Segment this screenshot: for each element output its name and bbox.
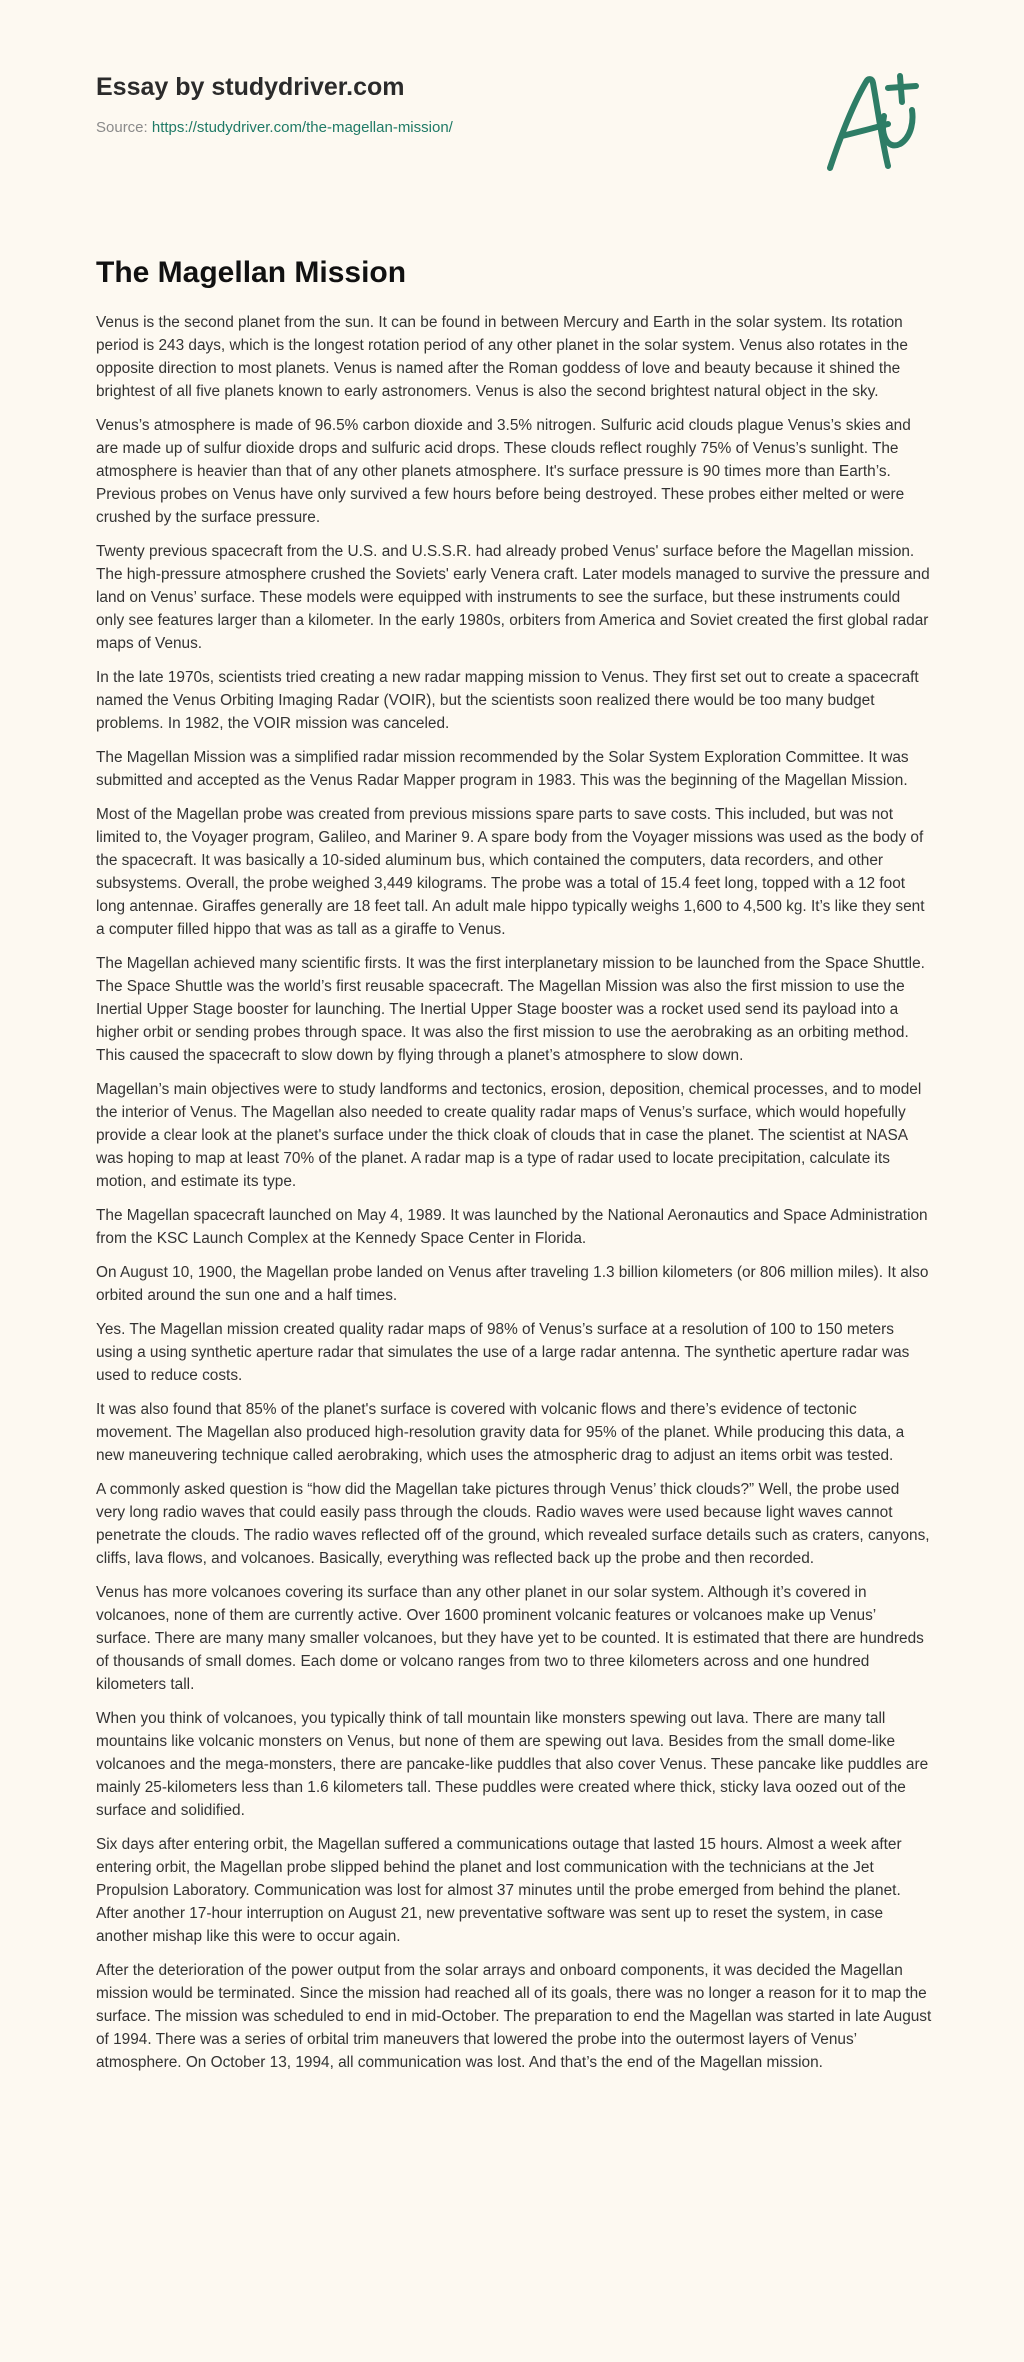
paragraph: Venus has more volcanoes covering its surface than any other planet in our solar system. Although it’s covered in volcanoes, none of them are currently active. Over 1600 prominent volcanic features or volcanoes make up Venus’ surface. There are many many smaller volcanoes, but they have yet to be counted. It is estimated that there are hundreds of thousands of small domes. Each dome or volcano ranges from two to three kilometers across and one hundred kilometers tall. bbox=[96, 1584, 924, 1693]
paragraph: When you think of volcanoes, you typically think of tall mountain like monsters spewing out lava. There are many tall mountains like volcanic monsters on Venus, but none of them are spewing out lava. Besides from the small dome-like volcanoes and the mega-monsters, there are pancake-like puddles that also cover Venus. These pancake like puddles are mainly 25-kilometers less than 1.6 kilometers tall. These puddles were created where thick, sticky lava oozed out of the surface and solidified. bbox=[96, 1710, 929, 1819]
essay-title: The Magellan Mission bbox=[96, 256, 407, 289]
paragraph: Most of the Magellan probe was created from previous missions spare parts to save costs. This included, but was not limited to, the Voyager program, Galileo, and Mariner 9. A spare body from the Voyager missions was used as the body of the spacecraft. It was basically a 10-sided aluminum bus, which contained the computers, data recorders, and other subsystems. Overall, the probe weighed 3,449 kilograms. The probe was a total of 15.4 feet long, topped with a 12 foot long antennae. Giraffes generally are 18 feet tall. An adult male hippo typically weighs 1,600 to 4,500 kg. It’s like they sent a computer filled hippo that was as tall as a giraffe to Venus. bbox=[96, 806, 925, 938]
paragraph: Yes. The Magellan mission created quality radar maps of 98% of Venus’s surface at a resolution of 100 to 150 meters using a using synthetic aperture radar that simulates the use of a large radar antenna. The synthetic aperture radar was used to reduce costs. bbox=[96, 1321, 910, 1384]
paragraph: Venus is the second planet from the sun. It can be found in between Mercury and Earth in the solar system. Its rotation period is 243 days, which is the longest rotation period of any other planet in the solar system. Venus also rotates in the opposite direction to most planets. Venus is named after the Roman goddess of love and beauty because it shined the brightest of all five planets known to early astronomers. Venus is also the second brightest natural object in the sky. bbox=[96, 314, 908, 400]
paragraph: Venus’s atmosphere is made of 96.5% carbon dioxide and 3.5% nitrogen. Sulfuric acid clouds plague Venus’s skies and are made up of sulfur dioxide drops and sulfuric acid drops. These clouds reflect roughly 75% of Venus’s sunlight. The atmosphere is heavier than that of any other planets atmosphere. It's surface pressure is 90 times more than Earth’s. Previous probes on Venus have only survived a few hours before being destroyed. These probes either melted or were crushed by the surface pressure. bbox=[96, 417, 911, 526]
paragraph: Six days after entering orbit, the Magellan suffered a communications outage that lasted 15 hours. Almost a week after entering orbit, the Magellan probe slipped behind the planet and lost communication with the technicians at the Jet Propulsion Laboratory. Communication was lost for almost 37 minutes until the probe emerged from behind the planet. After another 17-hour interruption on August 21, new preventative software was sent up to reset the system, in case another mishap like this were to occur again. bbox=[96, 1836, 902, 1945]
paragraph: Magellan’s main objectives were to study landforms and tectonics, erosion, deposition, chemical processes, and to model the interior of Venus. The Magellan also needed to create quality radar maps of Venus’s surface, which would hopefully provide a clear look at the planet's surface under the thick cloak of clouds that in case the planet. The scientist at NASA was hoping to map at least 70% of the planet. A radar map is a type of radar used to locate precipitation, calculate its motion, and estimate its type. bbox=[96, 1081, 922, 1190]
paragraph: A commonly asked question is “how did the Magellan take pictures through Venus’ thick clouds?” Well, the probe used very long radio waves that could easily pass through the clouds. Radio waves were used because light waves cannot penetrate the clouds. The radio waves reflected off of the ground, which revealed surface details such as craters, canyons, cliffs, lava flows, and volcanoes. Basically, everything was reflected back up the probe and then recorded. bbox=[96, 1481, 930, 1567]
paragraph: In the late 1970s, scientists tried creating a new radar mapping mission to Venus. They first set out to create a spacecraft named the Venus Orbiting Imaging Radar (VOIR), but the scientists soon realized there would be too many budget problems. In 1982, the VOIR mission was canceled. bbox=[96, 669, 919, 732]
essay-article bbox=[96, 252, 932, 2085]
paragraph: Twenty previous spacecraft from the U.S. and U.S.S.R. had already probed Venus' surface before the Magellan mission. The high-pressure atmosphere crushed the Soviets' early Venera craft. Later models managed to survive the pressure and land on Venus’ surface. These models were equipped with instruments to see the surface, but these instruments could only see features larger than a kilometer. In the early 1980s, orbiters from America and Soviet created the first global radar maps of Venus. bbox=[96, 543, 930, 652]
source-link[interactable]: https://studydriver.com/the-magellan-mission/ bbox=[151, 119, 453, 136]
essay-header bbox=[96, 70, 796, 138]
source-line bbox=[96, 118, 796, 138]
site-title: Essay by studydriver.com bbox=[96, 73, 405, 101]
paragraph: The Magellan achieved many scientific firsts. It was the first interplanetary mission to be launched from the Space Shuttle. The Space Shuttle was the world’s first reusable spacecraft. The Magellan Mission was also the first mission to use the Inertial Upper Stage booster for launching. The Inertial Upper Stage booster was a rocket used send its payload into a higher orbit or sending probes through space. It was also the first mission to use the aerobraking as an orbiting method. This caused the spacecraft to slow down by flying through a planet’s atmosphere to slow down. bbox=[96, 955, 925, 1064]
paragraph: The Magellan Mission was a simplified radar mission recommended by the Solar System Exploration Committee. It was submitted and accepted as the Venus Radar Mapper program in 1983. This was the beginning of the Magellan Mission. bbox=[96, 749, 909, 789]
source-label: Source: bbox=[96, 119, 152, 136]
paragraph: After the deterioration of the power output from the solar arrays and onboard components, it was decided the Magellan mission would be terminated. Since the mission had reached all of its goals, there was no longer a reason for it to map the surface. The mission was scheduled to end in mid-October. The preparation to end the Magellan was started in late August of 1994. There was a series of orbital trim maneuvers that lowered the probe into the outermost layers of Venus’ atmosphere. On October 13, 1994, all communication was lost. And that’s the end of the Magellan mission. bbox=[96, 1962, 932, 2071]
paragraph: The Magellan spacecraft launched on May 4, 1989. It was launched by the National Aeronautics and Space Administration from the KSC Launch Complex at the Kennedy Space Center in Florida. bbox=[96, 1207, 928, 1247]
paragraph: On August 10, 1900, the Magellan probe landed on Venus after traveling 1.3 billion kilometers (or 806 million miles). It also orbited around the sun one and a half times. bbox=[96, 1264, 929, 1304]
paragraph: It was also found that 85% of the planet's surface is covered with volcanic flows and there’s evidence of tectonic movement. The Magellan also produced high-resolution gravity data for 95% of the planet. While producing this data, a new maneuvering technique called aerobraking, which uses the atmospheric drag to adjust an items orbit was tested. bbox=[96, 1401, 905, 1464]
a-plus-logo-icon bbox=[818, 66, 930, 176]
